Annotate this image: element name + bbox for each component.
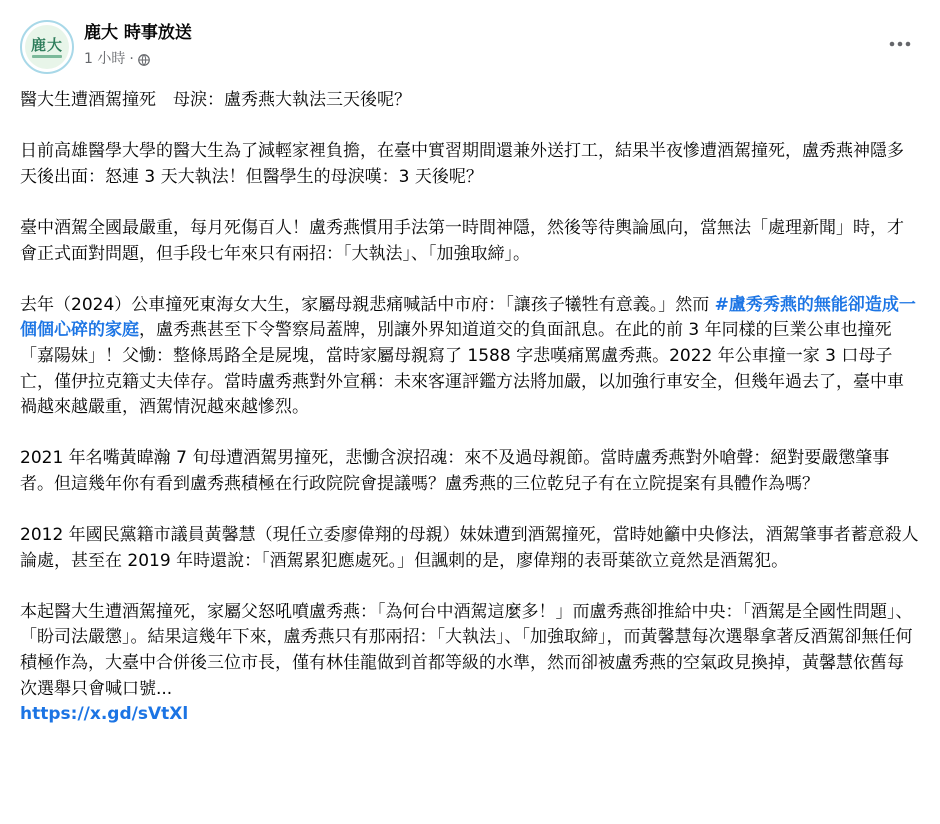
post-time[interactable]: 1 小時 bbox=[84, 51, 126, 67]
page-avatar[interactable] bbox=[20, 20, 74, 74]
post-paragraph-2: 臺中酒駕全國最嚴重，每月死傷百人！盧秀燕慣用手法第一時間神隱，然後等待輿論風向，當無法「處理新聞」時，才會正式面對問題，但手段七年來只有兩招：「大執法」、「加強取締」。 bbox=[20, 217, 904, 264]
external-link[interactable]: https://x.gd/sVtXl bbox=[20, 704, 189, 725]
post-header bbox=[20, 20, 924, 76]
page-name[interactable]: 鹿大 時事放送 bbox=[84, 23, 192, 43]
post-paragraph-3 bbox=[20, 293, 920, 421]
hashtag-link[interactable]: #盧秀秀燕的無能卻造成一個個心碎的家庭 bbox=[20, 294, 916, 341]
post-content bbox=[20, 88, 920, 728]
avatar-decoration bbox=[32, 55, 62, 58]
meta-separator: · bbox=[129, 51, 134, 67]
post-paragraph-4: 2021 年名嘴黃暐瀚 7 旬母遭酒駕男撞死，悲慟含淚招魂：來不及過母親節。當時盧秀燕對外嗆聲：絕對要嚴懲肇事者。但這幾年你有看到盧秀燕積極在行政院院會提議嗎？盧秀燕的三位乾兒子有在立院提案有具體作為嗎？ bbox=[20, 448, 890, 494]
more-options-icon[interactable] bbox=[884, 32, 916, 56]
post-paragraph-1: 日前高雄醫學大學的醫大生為了減輕家裡負擔，在臺中實習期間還兼外送打工，結果半夜慘遭酒駕撞死，盧秀燕神隱多天後出面：怒連 3 天大執法！但醫學生的母淚嘆：3 天後呢？ bbox=[20, 141, 904, 187]
post-link-line bbox=[20, 702, 920, 728]
paragraph-3-text-after: ，盧秀燕甚至下令警察局蓋牌，別讓外界知道道交的負面訊息。在此的前 3 年同樣的巨業公車也撞死「嘉陽妹」！父慟：整條馬路全是屍塊，當時家屬母親寫了 1588 字悲嘆痛罵盧秀燕。2022 年公車撞一家 3 口母子亡，僅伊拉克籍丈夫倖存。當時盧秀燕對外宣稱：未來客運評鑑方法將加嚴，以加強行車安全，但幾年過去了，臺中車禍越來越嚴重，酒駕情況越來越慘烈。 bbox=[20, 320, 904, 418]
avatar-logo bbox=[25, 25, 69, 69]
paragraph-3-text-before: 去年（2024）公車撞死東海女大生，家屬母親悲痛喊話中市府：「讓孩子犧牲有意義。」然而 bbox=[20, 294, 715, 315]
post-meta bbox=[84, 50, 150, 68]
post-title: 醫大生遭酒駕撞死 母淚：盧秀燕大執法三天後呢？ bbox=[20, 90, 411, 110]
post-paragraph-6: 本起醫大生遭酒駕撞死，家屬父怒吼噴盧秀燕：「為何台中酒駕這麼多！」而盧秀燕卻推給中央：「酒駕是全國性問題」、「盼司法嚴懲」。結果這幾年下來，盧秀燕只有那兩招：「大執法」、「加強取締」，而黃馨慧每次選舉拿著反酒駕卻無任何積極作為，大臺中合併後三位市長，僅有林佳龍做到首都等級的水準，然而卻被盧秀燕的空氣政見換掉，黃馨慧依舊每次選舉只會喊口號... bbox=[20, 601, 913, 699]
avatar-text: 鹿大 bbox=[30, 35, 63, 54]
globe-icon[interactable] bbox=[138, 53, 150, 65]
post-paragraph-5: 2012 年國民黨籍市議員黃馨慧（現任立委廖偉翔的母親）妹妹遭到酒駕撞死，當時她籲中央修法，酒駕肇事者蓄意殺人論處，甚至在 2019 年時還說：「酒駕累犯應處死。」但諷刺的是，廖偉翔的表哥葉欲立竟然是酒駕犯。 bbox=[20, 525, 919, 571]
